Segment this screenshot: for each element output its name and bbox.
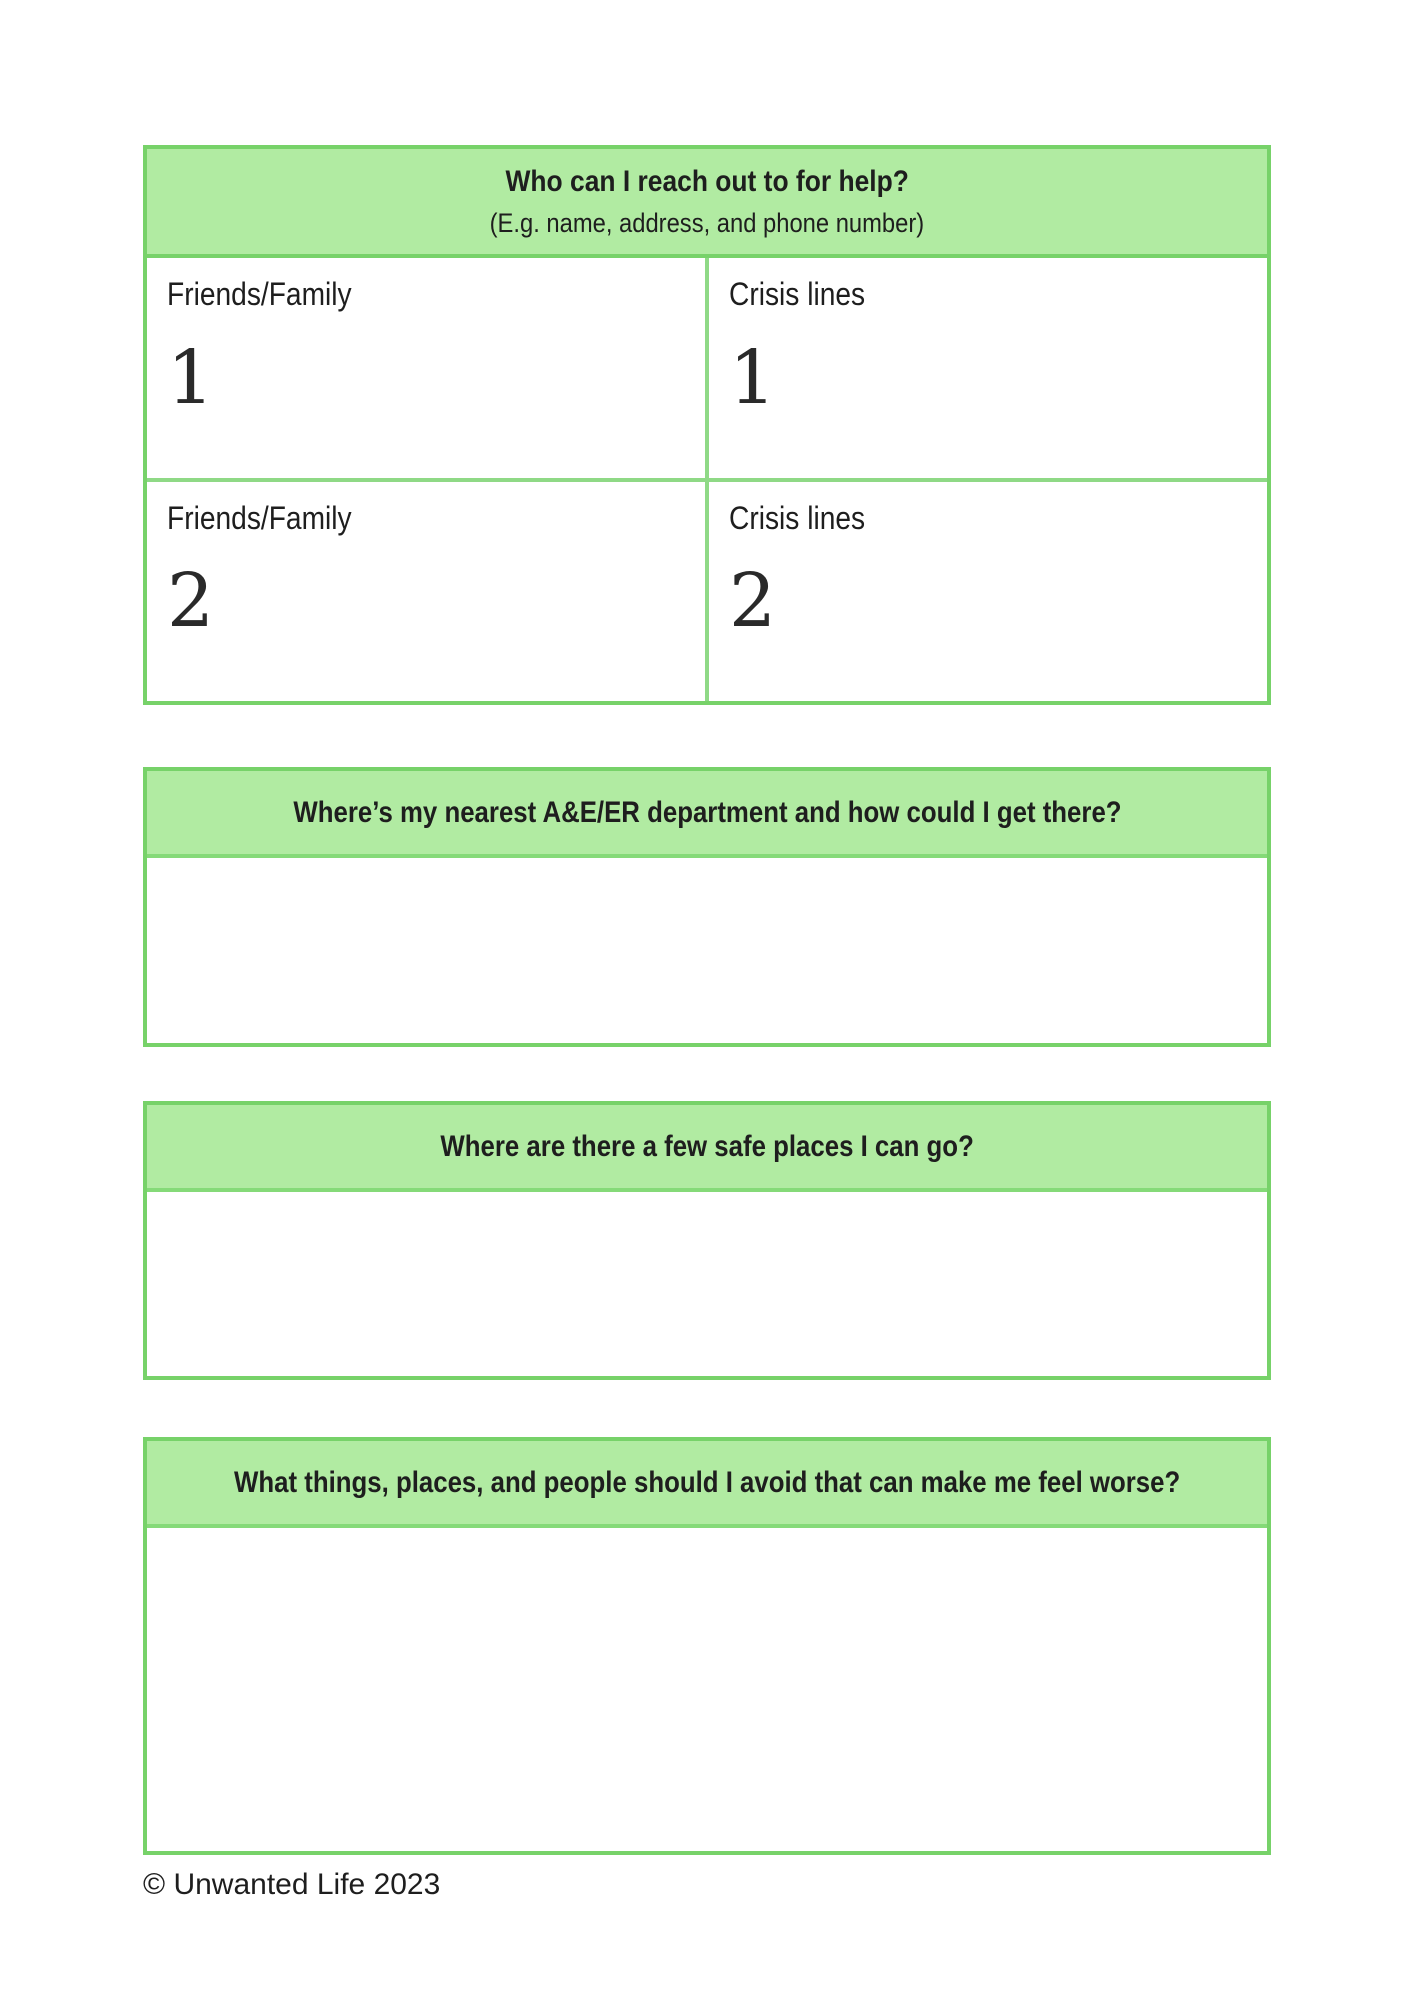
cell-number: 2	[729, 558, 777, 645]
reach-out-table-title	[478, 164, 936, 200]
section-things-to-avoid	[143, 1437, 1271, 1855]
reach-out-table-header	[147, 149, 1267, 258]
section-things-to-avoid-answer-area[interactable]	[147, 1528, 1267, 1851]
section-nearest-er-header	[147, 771, 1267, 858]
cell-label: Crisis lines	[729, 499, 866, 536]
cell-friends-family-1[interactable]	[147, 258, 705, 478]
section-things-to-avoid-header	[147, 1441, 1267, 1528]
reach-out-help-table	[143, 145, 1271, 705]
cell-number: 1	[729, 334, 777, 421]
copyright-text: © Unwanted Life 2023	[143, 1868, 441, 1901]
cell-number: 2	[167, 558, 215, 645]
cell-number: 1	[167, 334, 215, 421]
cell-crisis-lines-2[interactable]	[709, 482, 1267, 702]
section-title: Where’s my nearest A&E/ER department and how could I get there?	[292, 795, 1122, 829]
section-title: Where are there a few safe places I can go?	[440, 1129, 974, 1163]
reach-out-table-grid	[147, 258, 1267, 701]
cell-crisis-lines-1[interactable]	[709, 258, 1267, 478]
section-nearest-er	[143, 767, 1271, 1047]
reach-out-table-subtitle	[460, 207, 954, 239]
section-safe-places-answer-area[interactable]	[147, 1192, 1267, 1376]
cell-label: Crisis lines	[729, 276, 866, 312]
section-title: What things, places, and people should I avoid that can make me feel worse?	[233, 1465, 1181, 1499]
cell-label: Friends/Family	[167, 499, 352, 536]
section-safe-places-header	[147, 1105, 1267, 1192]
section-safe-places	[143, 1101, 1271, 1380]
cell-label: Friends/Family	[167, 276, 352, 312]
reach-out-table-title-text: Who can I reach out to for help?	[505, 164, 909, 198]
reach-out-table-subtitle-text: (E.g. name, address, and phone number)	[489, 207, 925, 238]
section-nearest-er-answer-area[interactable]	[147, 858, 1267, 1043]
cell-friends-family-2[interactable]	[147, 482, 705, 702]
